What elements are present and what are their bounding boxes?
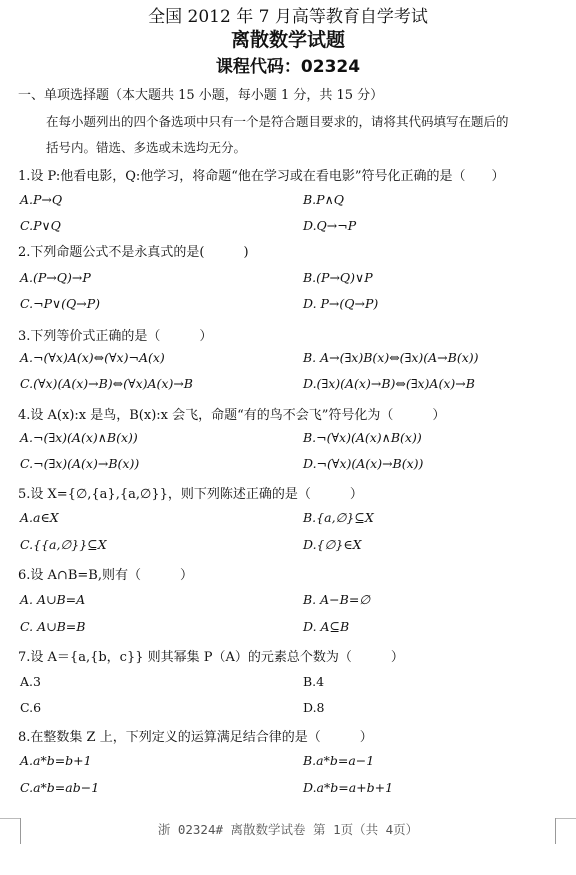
question-8-option-a: A.a*b=b+1 [20,753,92,768]
page-footer: 浙 02324# 离散数学试卷 第 1页（共 4页） [157,822,419,837]
question-7-option-c: C.6 [20,700,42,715]
question-3-option-a: A.¬(∀x)A(x)⇔(∀x)¬A(x) [20,350,165,365]
question-6-option-b: B. A−B=∅ [303,592,371,607]
section-instruction-2: 括号内。错选、多选或未选均无分。 [46,140,247,155]
question-3-option-d: D.(∃x)(A(x)→B)⇔(∃x)A(x)→B [303,376,475,391]
question-3-stem: 3.下列等价式正确的是（ ） [18,329,213,344]
subject-title: 离散数学试题 [230,29,345,51]
question-4-stem: 4.设 A(x):x 是鸟，B(x):x 会飞，命题“有的鸟不会飞”符号化为（ ） [18,408,446,423]
question-1-option-d: D.Q→¬P [303,218,357,233]
question-8-option-c: C.a*b=ab−1 [20,780,100,795]
question-7-stem: 7.设 A＝{a,{b，c}} 则其幂集 P（A）的元素总个数为（ ） [18,650,404,665]
question-7-option-d: D.8 [303,700,325,715]
question-5-stem: 5.设 X={∅,{a},{a,∅}}，则下列陈述正确的是（ ） [18,487,363,502]
question-5-option-a: A.a∈X [20,510,59,525]
footer-rule-left [0,818,20,819]
course-code: 课程代码：02324 [215,57,361,77]
question-6-option-c: C. A∪B=B [20,619,86,634]
question-1-option-b: B.P∧Q [303,192,344,207]
question-2-option-d: D. P→(Q→P) [303,296,379,311]
section-heading: 一、单项选择题（本大题共 15 小题，每小题 1 分，共 15 分） [18,88,384,103]
question-1-stem: 1.设 P:他看电影，Q:他学习，将命题“他在学习或在看电影”符号化正确的是（ ） [18,169,505,184]
question-7-option-b: B.4 [303,674,325,689]
question-2-option-b: B.(P→Q)∨P [303,270,373,285]
question-1-option-c: C.P∨Q [20,218,61,233]
question-4-option-c: C.¬(∃x)(A(x)→B(x)) [20,456,140,471]
question-2-option-a: A.(P→Q)→P [20,270,91,285]
question-2-stem: 2.下列命题公式不是永真式的是( ) [18,245,249,260]
question-7-option-a: A.3 [20,674,41,689]
question-5-option-b: B.{a,∅}⊆X [303,510,374,525]
question-2-option-c: C.¬P∨(Q→P) [20,296,101,311]
question-8-stem: 8.在整数集 Z 上，下列定义的运算满足结合律的是（ ） [18,730,373,745]
question-4-option-b: B.¬(∀x)(A(x)∧B(x)) [303,430,422,445]
question-8-option-b: B.a*b=a−1 [303,753,375,768]
question-3-option-c: C.(∀x)(A(x)→B)⇔(∀x)A(x)→B [20,376,193,391]
question-1-option-a: A.P→Q [20,192,63,207]
section-instruction-1: 在每小题列出的四个备选项中只有一个是符合题目要求的，请将其代码填写在题后的 [46,114,509,129]
exam-title: 全国 2012 年 7 月高等教育自学考试 [148,7,428,27]
question-4-option-d: D.¬(∀x)(A(x)→B(x)) [303,456,424,471]
question-5-option-c: C.{{a,∅}}⊆X [20,537,107,552]
question-6-option-d: D. A⊆B [303,619,350,634]
question-3-option-b: B. A→(∃x)B(x)⇔(∃x)(A→B(x)) [303,350,479,365]
question-6-stem: 6.设 A∩B=B,则有（ ） [18,568,193,583]
question-6-option-a: A. A∪B=A [20,592,86,607]
question-8-option-d: D.a*b=a+b+1 [303,780,394,795]
footer-rule-right [556,818,576,819]
question-5-option-d: D.{∅}∈X [303,537,362,552]
question-4-option-a: A.¬(∃x)(A(x)∧B(x)) [20,430,138,445]
